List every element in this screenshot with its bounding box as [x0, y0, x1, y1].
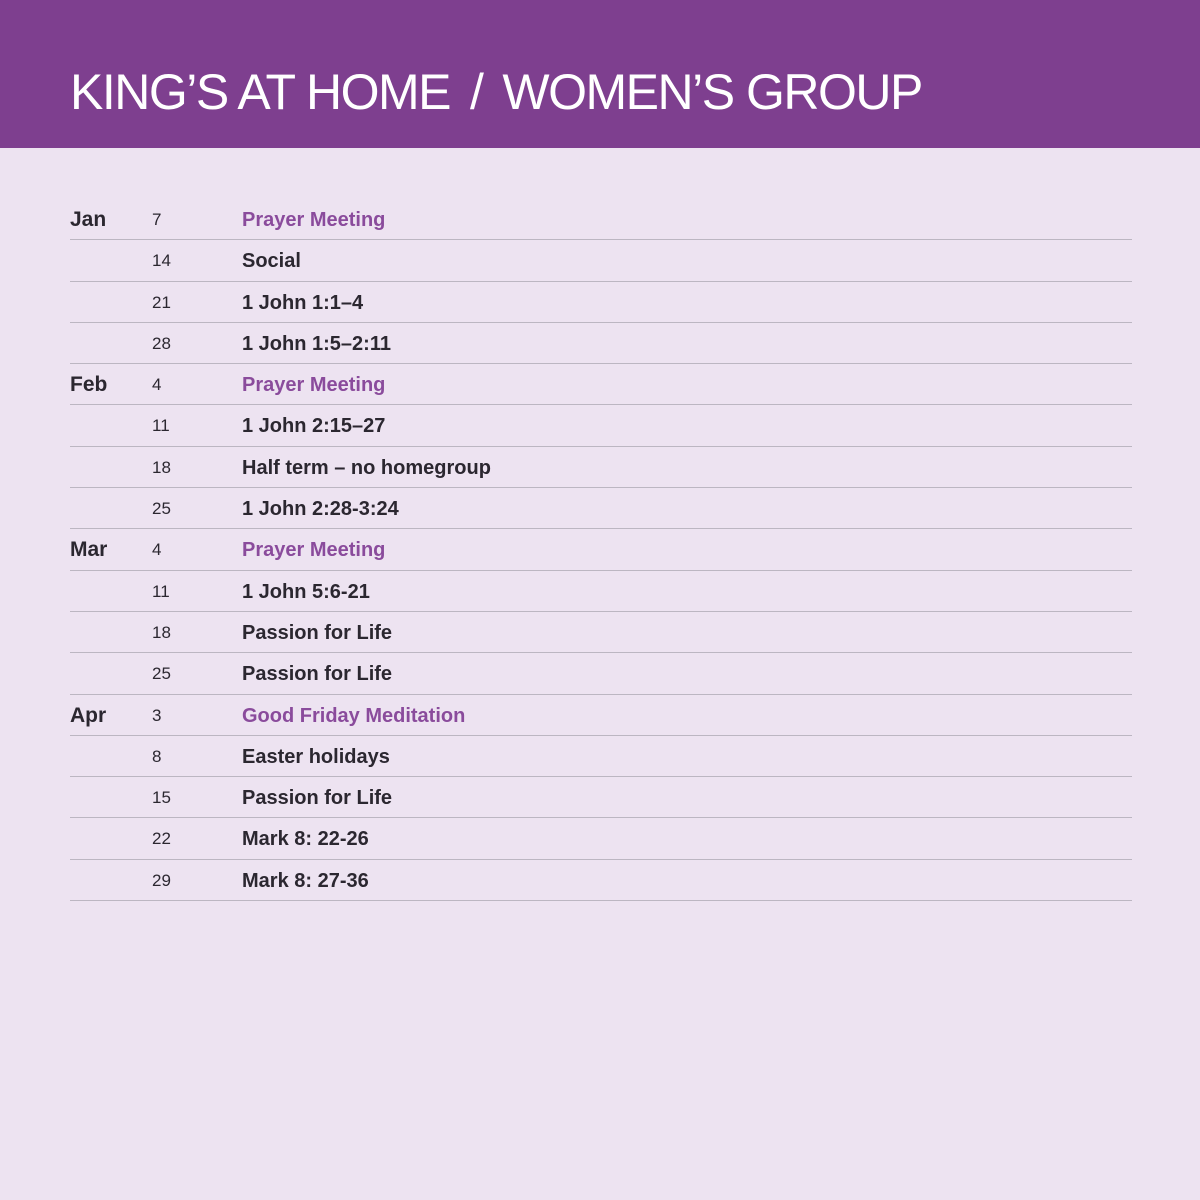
event-title: Passion for Life	[242, 663, 393, 686]
schedule-row	[70, 653, 1132, 694]
month-label: Feb	[70, 373, 108, 397]
day-number: 15	[152, 788, 171, 808]
day-number: 25	[152, 499, 171, 519]
schedule-row	[70, 488, 1132, 529]
title-separator: /	[470, 64, 483, 120]
day-number: 28	[152, 333, 171, 353]
schedule-table	[70, 199, 1132, 901]
schedule-row	[70, 240, 1132, 281]
event-title: Passion for Life	[242, 621, 393, 644]
event-title-highlight: Prayer Meeting	[242, 374, 386, 397]
event-title: 1 John 1:1–4	[242, 291, 364, 314]
month-label: Jan	[70, 208, 107, 231]
month-label: Apr	[70, 703, 107, 727]
event-title-highlight: Good Friday Meditation	[242, 704, 466, 727]
event-title: 1 John 2:28-3:24	[242, 498, 399, 521]
event-title-highlight: Prayer Meeting	[242, 209, 386, 231]
title-right: WOMEN’S GROUP	[502, 64, 922, 120]
event-title: Half term – no homegroup	[242, 456, 491, 479]
schedule-row	[70, 323, 1132, 364]
schedule-row	[70, 199, 1132, 240]
day-number: 18	[152, 622, 171, 642]
event-title: 1 John 1:5–2:11	[242, 332, 391, 355]
day-number: 11	[152, 416, 170, 436]
schedule-row	[70, 612, 1132, 653]
event-title: Social	[242, 250, 301, 273]
day-number: 14	[152, 251, 171, 271]
day-number: 22	[152, 829, 171, 849]
day-number: 8	[152, 746, 162, 766]
schedule-row	[70, 529, 1132, 570]
page-title	[70, 62, 922, 122]
day-number: 3	[152, 705, 162, 725]
event-title: Mark 8: 22-26	[242, 828, 369, 851]
event-title: Easter holidays	[242, 745, 390, 768]
schedule-row	[70, 282, 1132, 323]
schedule-row	[70, 405, 1132, 446]
schedule-row	[70, 777, 1132, 818]
day-number: 7	[152, 210, 162, 229]
month-label: Mar	[70, 538, 108, 562]
title-left: KING’S AT HOME	[70, 64, 451, 120]
day-number: 18	[152, 457, 171, 477]
schedule-row	[70, 736, 1132, 777]
day-number: 25	[152, 664, 171, 684]
day-number: 4	[152, 540, 162, 560]
schedule-row	[70, 364, 1132, 405]
schedule-row	[70, 860, 1132, 901]
day-number: 29	[152, 870, 171, 890]
schedule-row	[70, 695, 1132, 736]
day-number: 11	[152, 581, 170, 601]
event-title: Mark 8: 27-36	[242, 869, 369, 892]
event-title: 1 John 2:15–27	[242, 415, 386, 438]
day-number: 4	[152, 375, 162, 395]
schedule-row	[70, 447, 1132, 488]
schedule-row	[70, 571, 1132, 612]
schedule-row	[70, 818, 1132, 859]
event-title: Passion for Life	[242, 787, 393, 810]
day-number: 21	[152, 292, 171, 312]
header-banner	[0, 0, 1200, 148]
event-title: 1 John 5:6-21	[242, 580, 370, 603]
event-title-highlight: Prayer Meeting	[242, 539, 386, 562]
